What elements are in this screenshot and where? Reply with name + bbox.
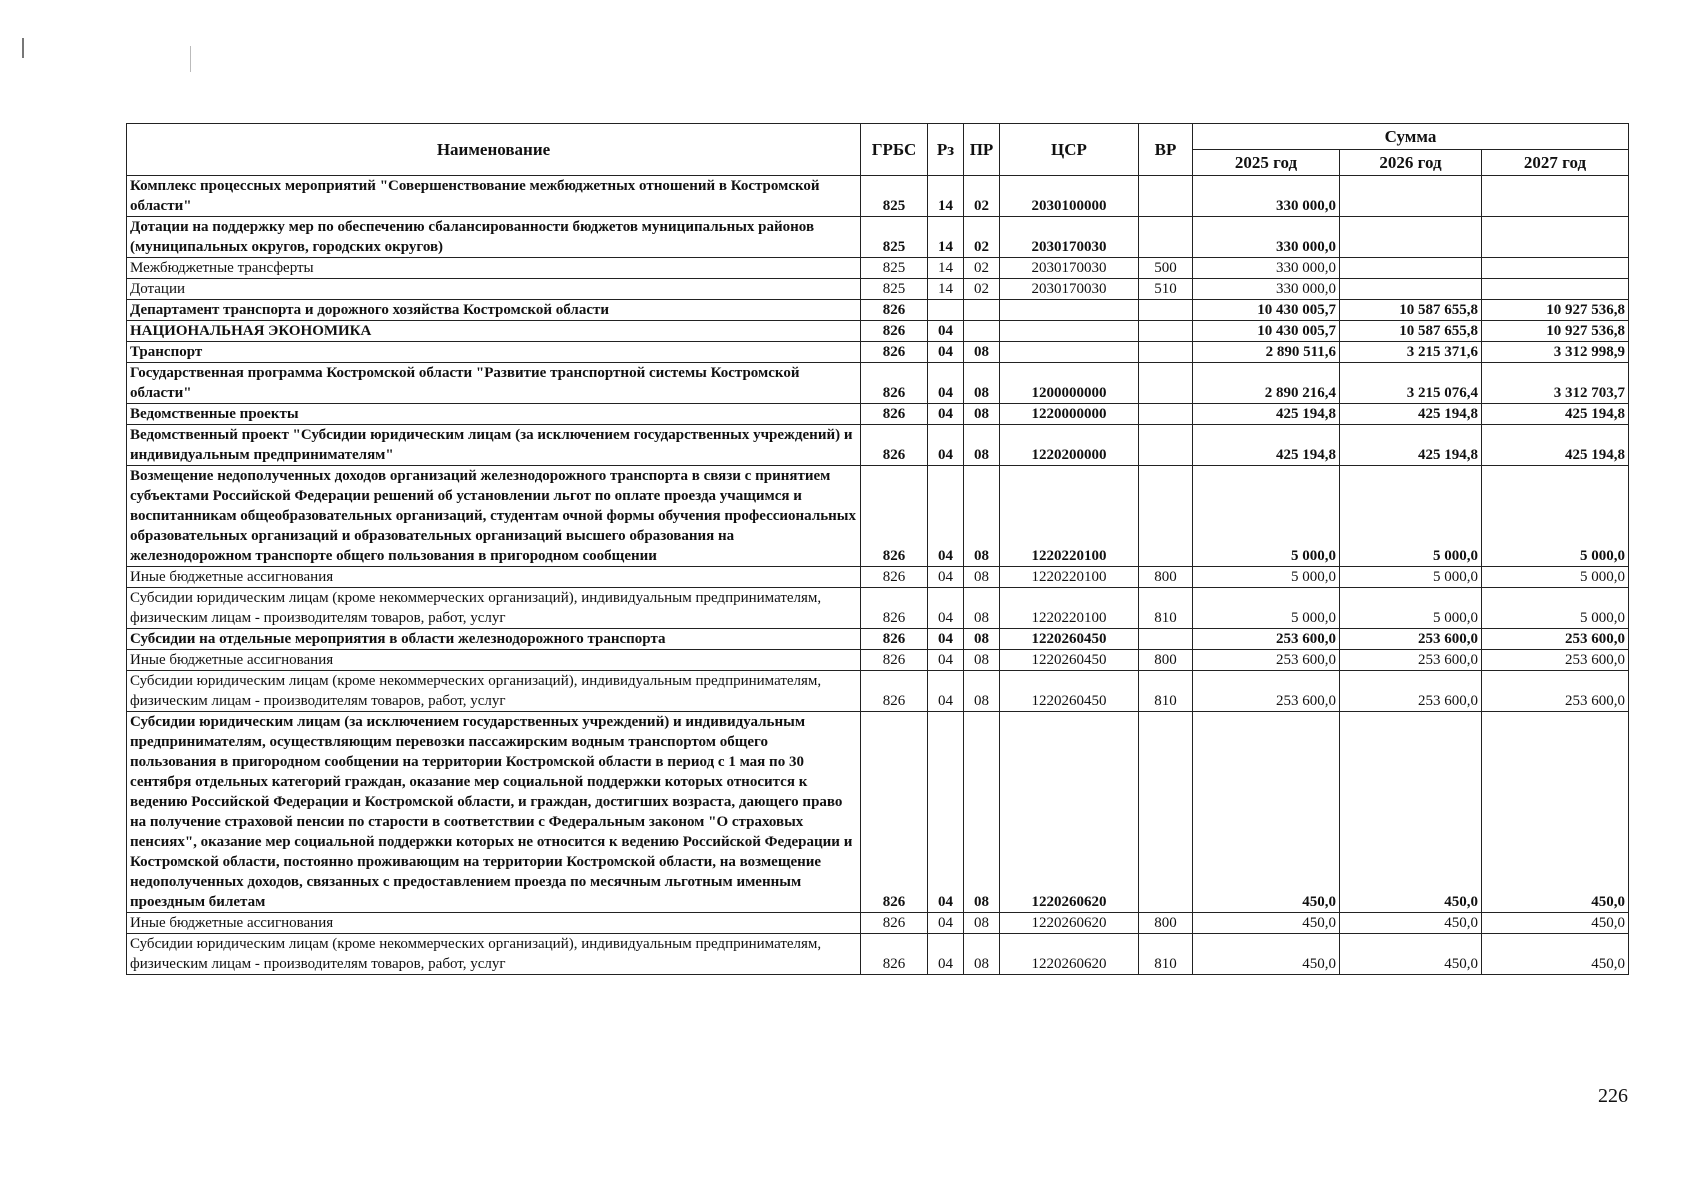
- cell-2025: 5 000,0: [1193, 466, 1340, 567]
- cell-2027: 10 927 536,8: [1482, 321, 1629, 342]
- cell-2027: 5 000,0: [1482, 588, 1629, 629]
- cell-pr: 08: [964, 588, 1000, 629]
- cell-name: Иные бюджетные ассигнования: [127, 913, 861, 934]
- cell-csr: 1200000000: [1000, 363, 1139, 404]
- cell-rz: 04: [928, 671, 964, 712]
- cell-grbs: 826: [861, 712, 928, 913]
- cell-2026: 450,0: [1340, 712, 1482, 913]
- cell-vr: 500: [1139, 258, 1193, 279]
- cell-grbs: 826: [861, 567, 928, 588]
- cell-vr: 810: [1139, 588, 1193, 629]
- cell-csr: 2030170030: [1000, 279, 1139, 300]
- cell-2025: 253 600,0: [1193, 671, 1340, 712]
- cell-vr: [1139, 176, 1193, 217]
- cell-pr: 08: [964, 629, 1000, 650]
- cell-vr: [1139, 425, 1193, 466]
- table-row: [127, 588, 1629, 629]
- cell-2027: 10 927 536,8: [1482, 300, 1629, 321]
- cell-csr: 1220260620: [1000, 712, 1139, 913]
- cell-rz: 04: [928, 425, 964, 466]
- cell-2027: 425 194,8: [1482, 425, 1629, 466]
- cell-2027: 253 600,0: [1482, 671, 1629, 712]
- header-rz: Рз: [928, 124, 964, 176]
- cell-pr: 08: [964, 425, 1000, 466]
- cell-2027: 450,0: [1482, 934, 1629, 975]
- cell-pr: [964, 300, 1000, 321]
- cell-2026: 5 000,0: [1340, 588, 1482, 629]
- cell-rz: 04: [928, 629, 964, 650]
- cell-2027: 450,0: [1482, 913, 1629, 934]
- cell-2027: [1482, 258, 1629, 279]
- table-row: [127, 176, 1629, 217]
- table-row: [127, 650, 1629, 671]
- cell-2025: 253 600,0: [1193, 629, 1340, 650]
- cell-rz: 14: [928, 217, 964, 258]
- cell-rz: 04: [928, 913, 964, 934]
- table-row: [127, 671, 1629, 712]
- cell-csr: 1220260450: [1000, 650, 1139, 671]
- cell-2026: 450,0: [1340, 913, 1482, 934]
- cell-name: НАЦИОНАЛЬНАЯ ЭКОНОМИКА: [127, 321, 861, 342]
- table-row: [127, 342, 1629, 363]
- cell-csr: 1220000000: [1000, 404, 1139, 425]
- scan-mark: [22, 38, 24, 58]
- header-2026: 2026 год: [1340, 150, 1482, 176]
- header-vr: ВР: [1139, 124, 1193, 176]
- cell-csr: 1220260450: [1000, 671, 1139, 712]
- cell-vr: [1139, 712, 1193, 913]
- cell-2025: 330 000,0: [1193, 279, 1340, 300]
- cell-2025: 10 430 005,7: [1193, 321, 1340, 342]
- cell-2026: 253 600,0: [1340, 671, 1482, 712]
- cell-2025: 425 194,8: [1193, 404, 1340, 425]
- table-row: [127, 913, 1629, 934]
- cell-pr: 08: [964, 712, 1000, 913]
- cell-grbs: 826: [861, 671, 928, 712]
- page-number: 226: [1598, 1085, 1628, 1107]
- cell-pr: 02: [964, 217, 1000, 258]
- cell-2026: 425 194,8: [1340, 404, 1482, 425]
- cell-grbs: 826: [861, 913, 928, 934]
- cell-grbs: 826: [861, 466, 928, 567]
- cell-grbs: 825: [861, 258, 928, 279]
- cell-csr: 2030170030: [1000, 258, 1139, 279]
- cell-pr: 02: [964, 258, 1000, 279]
- cell-rz: 14: [928, 258, 964, 279]
- header-pr: ПР: [964, 124, 1000, 176]
- cell-name: Ведомственный проект "Субсидии юридическим лицам (за исключением государственных учреждений) и индивидуальным предпринимателям": [127, 425, 861, 466]
- cell-2026: 3 215 371,6: [1340, 342, 1482, 363]
- cell-2025: 253 600,0: [1193, 650, 1340, 671]
- header-2027: 2027 год: [1482, 150, 1629, 176]
- cell-grbs: 826: [861, 650, 928, 671]
- cell-pr: 08: [964, 404, 1000, 425]
- cell-2027: 450,0: [1482, 712, 1629, 913]
- cell-rz: 04: [928, 567, 964, 588]
- cell-vr: [1139, 217, 1193, 258]
- cell-2025: 330 000,0: [1193, 258, 1340, 279]
- cell-grbs: 825: [861, 217, 928, 258]
- cell-name: Дотации: [127, 279, 861, 300]
- cell-csr: 1220220100: [1000, 588, 1139, 629]
- cell-csr: [1000, 342, 1139, 363]
- cell-pr: 08: [964, 671, 1000, 712]
- cell-name: Субсидии юридическим лицам (за исключением государственных учреждений) и индивидуальным предпринимателям, осуществляющим перевозки пассажирским водным транспортом общего пользования в пригородном сообщении на территории Костромской области в период с 1 мая по 30 сентября отдельных категорий граждан, оказание мер социальной поддержки которых относится к ведению Российской Федерации и Костромской области, и граждан, достигших возраста, дающего право на получение страховой пенсии по старости в соответствии с Федеральным законом "О страховых пенсиях", оказание мер социальной поддержки которых не относится к ведению Российской Федерации и Костромской области, постоянно проживающим на территории Костромской области, на возмещение недополученных доходов, связанных с предоставлением проезда по месячным льготным именным проездным билетам: [127, 712, 861, 913]
- cell-2026: 10 587 655,8: [1340, 321, 1482, 342]
- cell-vr: 800: [1139, 650, 1193, 671]
- table-row: [127, 321, 1629, 342]
- cell-2025: 5 000,0: [1193, 567, 1340, 588]
- cell-2027: 425 194,8: [1482, 404, 1629, 425]
- cell-pr: 08: [964, 913, 1000, 934]
- cell-2026: 5 000,0: [1340, 567, 1482, 588]
- cell-csr: 1220260620: [1000, 913, 1139, 934]
- cell-name: Государственная программа Костромской области "Развитие транспортной системы Костромской области": [127, 363, 861, 404]
- cell-vr: [1139, 629, 1193, 650]
- cell-csr: [1000, 321, 1139, 342]
- cell-csr: 1220220100: [1000, 567, 1139, 588]
- cell-rz: 04: [928, 363, 964, 404]
- cell-2025: 5 000,0: [1193, 588, 1340, 629]
- cell-grbs: 826: [861, 629, 928, 650]
- cell-grbs: 826: [861, 321, 928, 342]
- cell-rz: [928, 300, 964, 321]
- cell-rz: 04: [928, 466, 964, 567]
- table-row: [127, 258, 1629, 279]
- cell-2026: 3 215 076,4: [1340, 363, 1482, 404]
- cell-grbs: 825: [861, 279, 928, 300]
- cell-2026: 10 587 655,8: [1340, 300, 1482, 321]
- cell-grbs: 826: [861, 342, 928, 363]
- cell-csr: 1220260620: [1000, 934, 1139, 975]
- cell-pr: 08: [964, 650, 1000, 671]
- table-row: [127, 217, 1629, 258]
- cell-pr: 02: [964, 176, 1000, 217]
- cell-rz: 14: [928, 176, 964, 217]
- cell-vr: [1139, 466, 1193, 567]
- cell-vr: [1139, 363, 1193, 404]
- cell-pr: 08: [964, 934, 1000, 975]
- cell-2025: 2 890 216,4: [1193, 363, 1340, 404]
- cell-csr: [1000, 300, 1139, 321]
- cell-grbs: 826: [861, 300, 928, 321]
- cell-csr: 1220260450: [1000, 629, 1139, 650]
- cell-2025: 450,0: [1193, 712, 1340, 913]
- cell-2025: 2 890 511,6: [1193, 342, 1340, 363]
- cell-pr: 08: [964, 567, 1000, 588]
- cell-2027: 3 312 998,9: [1482, 342, 1629, 363]
- cell-vr: 800: [1139, 913, 1193, 934]
- cell-grbs: 826: [861, 404, 928, 425]
- cell-vr: 800: [1139, 567, 1193, 588]
- cell-csr: 1220200000: [1000, 425, 1139, 466]
- cell-name: Департамент транспорта и дорожного хозяйства Костромской области: [127, 300, 861, 321]
- cell-2026: 450,0: [1340, 934, 1482, 975]
- table-row: [127, 629, 1629, 650]
- cell-2026: [1340, 217, 1482, 258]
- cell-csr: 2030100000: [1000, 176, 1139, 217]
- cell-csr: 1220220100: [1000, 466, 1139, 567]
- cell-2026: 253 600,0: [1340, 629, 1482, 650]
- cell-pr: 08: [964, 342, 1000, 363]
- table-row: [127, 712, 1629, 913]
- cell-2027: 3 312 703,7: [1482, 363, 1629, 404]
- cell-rz: 04: [928, 342, 964, 363]
- table-row: [127, 279, 1629, 300]
- cell-name: Ведомственные проекты: [127, 404, 861, 425]
- table-row: [127, 934, 1629, 975]
- cell-name: Возмещение недополученных доходов организаций железнодорожного транспорта в связи с принятием субъектами Российской Федерации решений об установлении льгот по оплате проезда учащимся и воспитанникам общеобразовательных организаций, студентам очной формы обучения профессиональных образовательных организаций и образовательных организаций высшего образования на железнодорожном транспорте общего пользования в пригородном сообщении: [127, 466, 861, 567]
- header-grbs: ГРБС: [861, 124, 928, 176]
- cell-rz: 04: [928, 650, 964, 671]
- cell-name: Транспорт: [127, 342, 861, 363]
- cell-2027: 5 000,0: [1482, 567, 1629, 588]
- cell-2025: 425 194,8: [1193, 425, 1340, 466]
- cell-grbs: 826: [861, 588, 928, 629]
- cell-2026: [1340, 176, 1482, 217]
- cell-pr: [964, 321, 1000, 342]
- cell-2027: 5 000,0: [1482, 466, 1629, 567]
- cell-vr: [1139, 404, 1193, 425]
- cell-2027: [1482, 279, 1629, 300]
- cell-name: Субсидии юридическим лицам (кроме некоммерческих организаций), индивидуальным предпринимателям, физическим лицам - производителям товаров, работ, услуг: [127, 588, 861, 629]
- cell-pr: 02: [964, 279, 1000, 300]
- cell-vr: 810: [1139, 934, 1193, 975]
- cell-grbs: 825: [861, 176, 928, 217]
- cell-2026: [1340, 279, 1482, 300]
- table-row: [127, 404, 1629, 425]
- cell-2027: 253 600,0: [1482, 629, 1629, 650]
- cell-name: Субсидии юридическим лицам (кроме некоммерческих организаций), индивидуальным предпринимателям, физическим лицам - производителям товаров, работ, услуг: [127, 934, 861, 975]
- table-row: [127, 363, 1629, 404]
- cell-2026: 253 600,0: [1340, 650, 1482, 671]
- header-sum: Сумма: [1193, 124, 1629, 150]
- table-body: [127, 176, 1629, 975]
- cell-2025: 10 430 005,7: [1193, 300, 1340, 321]
- cell-2025: 330 000,0: [1193, 176, 1340, 217]
- cell-pr: 08: [964, 363, 1000, 404]
- cell-vr: [1139, 342, 1193, 363]
- cell-name: Иные бюджетные ассигнования: [127, 567, 861, 588]
- cell-2027: [1482, 217, 1629, 258]
- cell-name: Субсидии юридическим лицам (кроме некоммерческих организаций), индивидуальным предпринимателям, физическим лицам - производителям товаров, работ, услуг: [127, 671, 861, 712]
- cell-vr: [1139, 300, 1193, 321]
- cell-vr: [1139, 321, 1193, 342]
- cell-grbs: 826: [861, 934, 928, 975]
- cell-vr: 510: [1139, 279, 1193, 300]
- cell-csr: 2030170030: [1000, 217, 1139, 258]
- cell-name: Комплекс процессных мероприятий "Совершенствование межбюджетных отношений в Костромской области": [127, 176, 861, 217]
- cell-rz: 04: [928, 588, 964, 629]
- header-2025: 2025 год: [1193, 150, 1340, 176]
- cell-pr: 08: [964, 466, 1000, 567]
- table-header: [127, 124, 1629, 176]
- cell-grbs: 826: [861, 425, 928, 466]
- cell-rz: 04: [928, 712, 964, 913]
- budget-table: [126, 123, 1629, 975]
- cell-rz: 04: [928, 321, 964, 342]
- cell-grbs: 826: [861, 363, 928, 404]
- cell-2026: 5 000,0: [1340, 466, 1482, 567]
- cell-rz: 14: [928, 279, 964, 300]
- cell-2026: 425 194,8: [1340, 425, 1482, 466]
- cell-2027: [1482, 176, 1629, 217]
- cell-name: Субсидии на отдельные мероприятия в области железнодорожного транспорта: [127, 629, 861, 650]
- cell-2025: 450,0: [1193, 913, 1340, 934]
- table-row: [127, 567, 1629, 588]
- scan-mark: [190, 46, 191, 72]
- cell-2025: 450,0: [1193, 934, 1340, 975]
- cell-rz: 04: [928, 934, 964, 975]
- cell-2025: 330 000,0: [1193, 217, 1340, 258]
- cell-rz: 04: [928, 404, 964, 425]
- cell-name: Межбюджетные трансферты: [127, 258, 861, 279]
- cell-2026: [1340, 258, 1482, 279]
- cell-vr: 810: [1139, 671, 1193, 712]
- header-name: Наименование: [127, 124, 861, 176]
- cell-name: Дотации на поддержку мер по обеспечению сбалансированности бюджетов муниципальных районов (муниципальных округов, городских округов): [127, 217, 861, 258]
- header-csr: ЦСР: [1000, 124, 1139, 176]
- table-row: [127, 466, 1629, 567]
- cell-name: Иные бюджетные ассигнования: [127, 650, 861, 671]
- cell-2027: 253 600,0: [1482, 650, 1629, 671]
- table-row: [127, 300, 1629, 321]
- table-row: [127, 425, 1629, 466]
